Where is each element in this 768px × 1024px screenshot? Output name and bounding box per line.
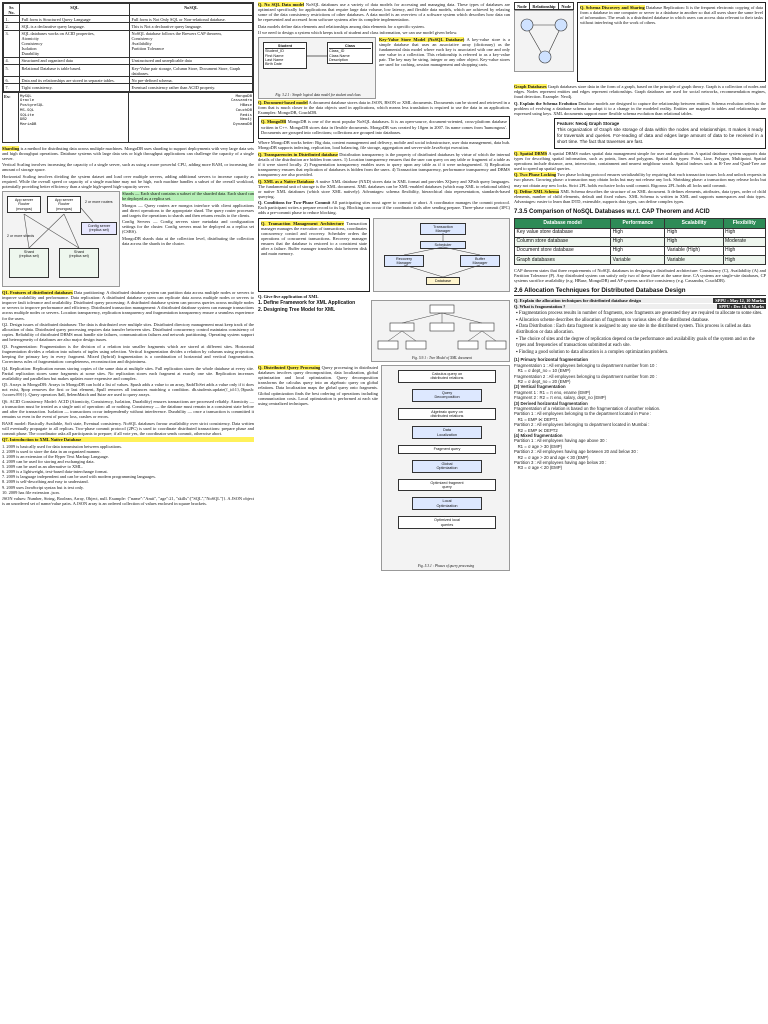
dq-phase-node: Global Optimization xyxy=(412,460,482,473)
comparison-cell: Unstructured and unreplicable data xyxy=(130,57,253,64)
fragment-line: Fragmentation 2 : All employees belonging to department number from 20 : xyxy=(514,373,657,379)
fragment-line: R2 = σ age > 20 and age < 30 (EMP) xyxy=(514,454,589,460)
xml-list-item: 1. 2009 is basically used for data transmission between applications. xyxy=(2,443,123,449)
dq-fig-caption: Fig. 5.3.1 : Phases of query processing xyxy=(417,563,475,568)
comparison-cell: NoSQL database follows the Brewers CAP theorem, Consistency Availability Partition Tolerance xyxy=(130,30,253,57)
student-fig-caption: Fig. 3.2.1 : Simple logical data model for student and class xyxy=(275,92,361,97)
dist-features xyxy=(2,290,254,321)
mongos-desc: Mongos — Query routers are mongos interface with client applications and direct operations to the appropriate shard. The query router processes and targets the operations to shards and then returns results to the clients. xyxy=(122,202,254,218)
kv-store-text: A key-value store is a simple database that uses an associative array (dictionary) as the fundamental data model where each key is associated with one and only one value in a collection. This relationship is referred to as a key-value pair. The key may be string, integer or any other object. Key-value stores are used for caching, session management and shopping carts. xyxy=(379,36,510,68)
xml-framework-item-2: 2. Designing Tree Model for XML xyxy=(258,307,336,314)
graph-db-title: Graph Databases xyxy=(514,84,547,89)
allocation-q2: Q. What is fragmentation ? xyxy=(514,303,566,309)
fragment-examples xyxy=(514,357,766,471)
xml-frame-section xyxy=(258,294,510,362)
graph-node xyxy=(539,51,551,63)
middle-column xyxy=(258,2,510,1022)
examples-label: Ex: xyxy=(3,93,19,142)
xml-list-item: 9. 2009 uses JavaScript syntax but is text only. xyxy=(2,484,84,490)
cap-theorem-para: CAP theorem states that three requirements of NoSQL databases in designing a distributed architecture: Consistency (C), Availability (A) and Partition Tolerance (P). Any distributed system can satisfy only two of these three at the same time. CA systems are single-site databases, CP systems sacrifice availability (e.g. HBase, MongoDB) and AP systems sacrifice consistency (e.g. Cassandra, CouchDB). xyxy=(514,268,766,284)
comparison-row xyxy=(4,57,253,64)
chunk-desc: MongoDB shards data at the collection level, distributing the collection data across the shards in the cluster. xyxy=(122,235,254,247)
student-entity-attrs: Student_ID First Name Last Name Birth Date xyxy=(265,49,284,67)
dq-para xyxy=(258,365,378,406)
cap-cell: High xyxy=(723,256,766,265)
sharding-section xyxy=(2,146,254,190)
student-example-para: If we need to design a system which keeps track of student and class information, we can use model given below. xyxy=(258,30,458,36)
tm-text: Transaction manager manages the execution of transactions, coordinates concurrency control and recovery. Scheduler orders the operations of concurrent transactions. Recovery manager ensures that the database is restored to a consistent state after a failure. Buffer manager transfers data between disk and main memory. xyxy=(261,220,367,257)
xml-tree-leaf-node xyxy=(458,341,478,349)
cap-cell: High xyxy=(611,228,665,237)
graph-db-text: Graph databases store data in the form of a graph, based on the principle of graph theory. Graph is a collection of nodes and edges. Nodes represent entities and edges represent relationships. Graph databases are used for social networks, recommendation engines, fraud detection. Example: Neo4j. xyxy=(514,84,766,100)
cap-table-title: 7.3.5 Comparison of NoSQL Databases w.r.t. CAP Theorem and ACID xyxy=(514,209,710,216)
cap-cell: Variable xyxy=(665,256,723,265)
col-header: NoSQL xyxy=(130,4,253,16)
allocation-title: 2.6 Allocation Techniques for Distributed Database Design xyxy=(514,287,766,296)
comparison-cell: 3. xyxy=(4,30,20,57)
tm-title: Q. Transaction Management Architecture xyxy=(261,220,344,226)
bullet-icon: ▪ xyxy=(516,336,519,342)
transparency-text: Distribution transparency is the property of distributed databases by virtue of which the internal details of the distribution are hidden from users. 1) Location transparency ensures that the user can query on any table or fragment of a table as if it were stored locally. 2) Fragmentation transparency enables users to query upon any table as if it were unfragmented. 3) Replication transparency ensures that replication of databases is hidden from the users. 4) Transaction transparency, performance transparency and DBMS transparency are also provided. xyxy=(258,151,510,178)
allocation-bullet-text: Fragmentation process results in number of fragments, now fragments are generated they are required to allocate to some sites. xyxy=(518,310,763,316)
xml-tree-diagram xyxy=(371,300,510,362)
nosql-examples: MongoDB Cassandra HBase CouchDB Redis Neo4j DynamoDB xyxy=(230,92,252,127)
fragment-line: Fragment 1 : R1 = π eno, ename (EMP) xyxy=(514,389,591,395)
fragment-line: Partition 2 : All employees having age between 20 and below 30 : xyxy=(514,449,639,455)
schema-evolution-text: Database models are designed to capture the relationship between entities. Schema evolution refers to the problem of evolving a database schema to adapt it to a change in the modeled reality. Entities are mapped to tables and relationships are expressed using keys. XML documents support more flexible schema evolution than relational tables. xyxy=(514,100,766,116)
xml-list-item: 10. 2009 has file extension .json. xyxy=(2,489,60,495)
xml-list-item: 4. 2009 can be used for storing and exchanging data. xyxy=(2,459,95,465)
tm-connectors xyxy=(374,219,512,293)
doc-model-title: Q. Document-based model xyxy=(258,99,308,105)
app-server-right: App server Router (mongos) xyxy=(47,196,81,213)
sql-examples: MySQL Oracle PostgreSQL MS-SQL SQLite DB2 MariaDB xyxy=(19,93,129,142)
cap-cell: High xyxy=(611,237,665,246)
allocation-q1-tag: SPPU : May 12, 10 Marks xyxy=(715,297,764,303)
sharding-figure-row xyxy=(2,191,254,287)
horizontal-scaling-para: Horizontal Scaling involves dividing the system dataset and load over multiple servers, adding additional servers to increase capacity as required. While the overall speed or capacity of a single machine may not be high, each machine handles a subset of the overall workload, potentially providing better efficiency than a single high-speed high-capacity server. xyxy=(2,173,254,189)
spatial-dbms-para xyxy=(514,151,766,171)
graph-diagram xyxy=(514,10,574,72)
fragment-line: (3) Derived horizontal fragmentation xyxy=(514,400,588,406)
col-header: SQL xyxy=(20,4,130,16)
two-phase-commit-para xyxy=(258,200,510,215)
comparison-row xyxy=(4,64,253,76)
transaction-mgmt-row xyxy=(258,218,510,292)
graph-db-para xyxy=(514,84,766,99)
allocation-bullet xyxy=(516,311,766,317)
xml-list-item: 5. 2009 can be used as an alternative to XML. xyxy=(2,464,83,470)
cap-cell: Moderate xyxy=(723,237,766,246)
comparison-cell: Key-Value pair storage, Column Store, Document Store, Graph databases. xyxy=(130,64,253,76)
fragment-line: R2 = σ dept_no = 20 (EMP) xyxy=(514,378,571,384)
xml-tree-caption: Fig. 5.9.1 : Tree Model of XML document xyxy=(412,355,472,360)
config-server: Config server (replica set) xyxy=(81,222,117,235)
xml-tree-leaf-node xyxy=(486,341,506,349)
comparison-cell: Full form is Structured Query Language xyxy=(20,16,130,23)
comparison-cell: 2. xyxy=(4,23,20,30)
comparison-cell: 4. xyxy=(4,57,20,64)
cap-col-header: Flexibility xyxy=(723,219,766,228)
app-server-left: App server Router (mongos) xyxy=(7,196,41,213)
dist-q1-title: Q1. Features of distributed databases xyxy=(2,290,73,296)
dq-data-node: Calculus query on distributed relations xyxy=(398,370,496,383)
cap-cell: High xyxy=(665,237,723,246)
routers-label: 2 or more routers xyxy=(85,200,113,205)
tm-node-scheduler: Scheduler xyxy=(420,241,466,249)
tm-diagram xyxy=(373,218,510,292)
student-entity-name: Student xyxy=(265,44,305,49)
schema-discovery-para xyxy=(580,5,763,25)
tpc-text: All participating sites must agree to commit or abort. A coordinator manages the commit protocol. Each participant writes a prepare record to its log. Blocking can occur if the coordinator fails after sending prepare. Three-phase commit (3PC) adds a pre-commit phase to reduce blocking. xyxy=(258,200,510,216)
graph-node xyxy=(555,19,567,31)
left-column xyxy=(2,2,254,1022)
acid-model: Q6. ACID Consistency Model: ACID (Atomicity, Consistency, Isolation, Durability) ensures transactions are processed reliably. Atomicity — a transaction must be treated as a single unit of operation: all or nothing. Consistency — the database must remain in a consistent state before and after the transaction. Isolation — transactions occur independently without interference. Durability — once a transaction is committed it remains so even in the event of power loss, crashes or errors. xyxy=(2,398,254,420)
comparison-cell: This is Not a declarative query language. xyxy=(130,23,253,30)
shards-desc: Shards — Each shard contains a subset of the sharded data. Each shard can be deployed as a replica set. xyxy=(122,191,254,202)
fragment-line: Partition 3 : All employees having age below 20 : xyxy=(514,460,607,466)
bullet-icon: ▪ xyxy=(516,310,519,316)
allocation-bullet xyxy=(516,318,766,324)
dq-phase-node: Data Localization xyxy=(412,426,482,439)
bullet-icon: ▪ xyxy=(516,349,519,355)
comparison-cell: Tight consistency. xyxy=(20,84,130,91)
cap-cell: High xyxy=(665,228,723,237)
xml-tree-root-node xyxy=(430,305,454,313)
fragment-line: R1 = σ age > 30 (EMP) xyxy=(514,443,563,449)
xml-tree-svg xyxy=(372,301,512,363)
xml-tree-child-node xyxy=(390,323,414,331)
graph-col-header: Relationship xyxy=(529,3,559,10)
xml-schema-text: XML Schema describes the structure of an XML document. It defines elements, attributes, data types, order of child elements, number of child elements, default and fixed values. XML Schema is written in XML and supports namespaces and data types. Advantages: easier to learn than DTD, extensible, supports data types, can define complex types. xyxy=(514,189,766,205)
tm-node-buffer-manager: Buffer Manager xyxy=(460,255,500,268)
cap-cell: High xyxy=(723,246,766,255)
dq-data-node: Fragment query xyxy=(398,445,496,453)
allocation-bullet-text: Allocation scheme describes the allocation of fragments to various sites of the distributed database. xyxy=(518,317,710,323)
fragment-line: (2) Vertical fragmentation xyxy=(514,384,566,390)
xml-list-item: 6. 2009 is a lightweight, text-based data-interchange format. xyxy=(2,469,108,475)
cap-cell: Graph databases xyxy=(515,256,611,265)
allocation-bullet-text: The choice of sites and the degree of replication depend on the performance and availability goals of the system and on the types and frequencies of transactions submitted at each site. xyxy=(516,336,755,348)
comparison-cell: SQL is a declarative query language. xyxy=(20,23,130,30)
xml-native-db-text: A native XML database (NXD) stores data in XML format and provides XQuery and XPath query languages. The fundamental unit of storage is the XML document. XML databases can be XML-enabled databases (which map XML to relational tables) or native XML databases (which store XML natively). Advantages: schema flexibility, hierarchical data representation, standards-based querying. xyxy=(258,178,511,199)
comparison-cell: 6. xyxy=(4,77,20,84)
xml-list-item: 8. 2009 is self-describing and easy to understand. xyxy=(2,479,89,485)
graph-col-header: Node xyxy=(515,3,530,10)
allocation-q1-row xyxy=(514,298,766,303)
shard-a: Shard (replica set) xyxy=(9,248,49,278)
dq-data-node: Optimized local queries xyxy=(398,516,496,529)
allocation-q2-row xyxy=(514,304,766,309)
xml-tree-leaf-node xyxy=(406,341,426,349)
cap-cell: Document store database xyxy=(515,246,611,255)
comparison-cell: Structured and organized data xyxy=(20,57,130,64)
fragment-line: R1 = EMP ⋉ DEPT1 xyxy=(514,416,558,422)
tm-node-recovery-manager: Recovery Manager xyxy=(384,255,424,268)
allocation-bullet xyxy=(516,337,766,349)
xml-native-db-para xyxy=(258,179,510,199)
mongodb-para xyxy=(261,119,507,134)
kv-store-box xyxy=(379,37,510,99)
comparison-row xyxy=(4,84,253,91)
allocation-bullet xyxy=(516,324,766,336)
cap-col-header: Database model xyxy=(515,219,611,228)
fragment-line: R1 = σ dept_no = 10 (EMP) xyxy=(514,368,571,374)
dq-data-node: Optimized fragment query xyxy=(398,479,496,492)
allocation-bullet xyxy=(516,350,766,356)
comparison-table xyxy=(3,3,253,92)
xml-framework-list xyxy=(258,300,368,362)
dist-fragmentation: Q3. Fragmentation: Fragmentation is the division of a relation into smaller fragments which are stored at different sites. Horizontal fragmentation divides a relation into subsets of tuples using selection. Vertical fragmentation divides a relation by columns using projection, keeping the primary key in every fragment. Mixed (hybrid) fragmentation is a combination of horizontal and vertical fragmentation. Correctness rules of fragmentation: completeness, reconstruction and disjointness. xyxy=(2,343,254,365)
cap-row xyxy=(515,237,766,246)
mongodb-box xyxy=(258,116,510,139)
xml-list-item: 7. 2009 is language independent and can be used with modern programming languages. xyxy=(2,474,156,480)
allocation-bullet-text: Data Distribution : Each data fragment is assigned to any one site in the distributed system. This process is called as data distribution or data allocation. xyxy=(516,324,751,336)
fragment-line: R2 = EMP ⋉ DEPT2 xyxy=(514,427,558,433)
cap-table xyxy=(514,218,766,265)
dq-data-node: Algebraic query on distributed relations xyxy=(398,408,496,421)
vertical-scaling-para: Vertical Scaling involves increasing the capacity of a single server, such as using a more powerful CPU, adding more RAM, or increasing the amount of storage space. xyxy=(2,162,254,173)
mongo-arrays: Q5. Arrays in MongoDB: Arrays in MongoDB can hold a list of values. $push adds a value to an array, $addToSet adds a value only if it does not exist, $pop removes the first or last element, $pull removes all instances matching a condition. db.students.update({_id:1},{$push:{scores:89}}). Query operators $all, $elemMatch and $size are used to query arrays. xyxy=(2,382,254,398)
cap-cell: High xyxy=(611,246,665,255)
class-entity-name: Class xyxy=(329,44,371,49)
transparency-para xyxy=(258,152,510,177)
doc-model-text: A document database stores data in JSON, BSON or XML documents. Documents can be stored and retrieved in a form that is much closer to the data objects used in applications, which means less translation is required to use the data in an application. Examples: MongoDB, CouchDB. xyxy=(258,99,511,115)
nosql-model-text: NoSQL databases use a variety of data models for accessing and managing data. These types of databases are optimized specifically for applications that require large data volume, low latency, and flexible data models, which are achieved by relaxing some of the data consistency restrictions of other databases. A data model is an overview of a software system which describes how data can be represented and accessed from software systems after its complete implementation. xyxy=(258,2,510,23)
tpc-title: Q. Conditions for Two-Phase Commit xyxy=(258,200,331,206)
right-column xyxy=(514,2,766,1022)
json-body: JSON values: Number, String, Boolean, Array, Object, null. Example: {"name":"Amit", "age":21, "skills":["SQL","NoSQL"]}. A JSON object is an unordered set of name/value pairs. A JSON array is an ordered collection of values enclosed in square brackets. xyxy=(2,495,254,506)
schema-evolution-para xyxy=(514,101,766,116)
comparison-cell: Full form is Not Only SQL or Non-relational database. xyxy=(130,16,253,23)
fragment-line: Fragmentation 1 : All employees belonging to department number from 10 : xyxy=(514,362,657,368)
xml-schema-para xyxy=(514,189,766,204)
xml-schema-title: Q. Define XML Schema xyxy=(514,189,559,195)
sharding-lead: Sharding xyxy=(2,145,20,151)
allocation-q1: Q. Explain the allocation techniques for distributed database design xyxy=(514,297,641,303)
comparison-cell: 1. xyxy=(4,16,20,23)
xml-framework-item-1: 1. Define Framework for XML Application xyxy=(258,300,356,307)
cap-cell: Variable (High) xyxy=(665,246,723,255)
entity-relationship-line xyxy=(259,38,377,100)
schema-discovery-box xyxy=(577,2,766,82)
dq-text xyxy=(258,365,378,571)
sharding-diagram xyxy=(2,191,120,287)
dist-design: Q2. Design issues of distributed databases: The data is distributed over multiple sites. Distributed directory management must keep track of the allocation of data. Distributed query processing requires data transfer between sites. Distributed concurrency control maintains consistency of copies. Reliability of distributed DBMS must handle site failures, communication failures and network partitioning. Operating system support and heterogeneity of databases are also major design issues. xyxy=(2,321,254,343)
dq-diagram xyxy=(381,365,510,571)
sharding-components xyxy=(122,191,254,287)
xml-tree-leaf-node xyxy=(378,341,398,349)
comparison-row xyxy=(4,23,253,30)
neo4j-feature-box xyxy=(554,118,766,149)
cap-row xyxy=(515,256,766,265)
comparison-row xyxy=(4,16,253,23)
xml-framework-row xyxy=(258,300,510,362)
transparency-title: Q. Transparencies in Distributed database xyxy=(258,151,338,157)
cap-comparison xyxy=(514,208,766,265)
two-phase-locking-para xyxy=(514,172,766,187)
comparison-cell: 7. xyxy=(4,84,20,91)
cap-row xyxy=(515,246,766,255)
mongodb-text: MongoDB is one of the most popular NoSQL databases. It is an open-source, document-oriented, cross-platform database written in C++. MongoDB stores data in flexible documents. MongoDB was created by 10gen in 2007. Its name comes from 'humongous'. Documents are grouped into collections; collections are grouped into databases. xyxy=(261,119,507,135)
cap-cell: Variable xyxy=(611,256,665,265)
dq-row xyxy=(258,365,510,571)
document-model-para xyxy=(258,100,510,115)
cap-col-header: Scalability xyxy=(665,219,723,228)
shard-b: Shard (replica set) xyxy=(59,248,99,278)
tm-para xyxy=(261,221,367,257)
graph-col-header: Node xyxy=(559,3,574,10)
sharding-text: is a method for distributing data across multiple machines. MongoDB uses sharding to support deployments with very large data sets and high throughput operations. Database systems with large data sets or high throughput applications can challenge the capacity of a single server. xyxy=(2,145,254,161)
dq-body: Query processing in distributed databases involves query decomposition, data localization, global optimization and local optimization. Query decomposition transforms the calculus query into an algebraic query on global relations. Data localization maps the global query onto fragments. Global optimization finds the best ordering of operations including communication costs. Local optimization is performed at each site using centralized techniques. xyxy=(258,365,378,406)
two-phase-locking-title: Q. Two Phase Locking xyxy=(514,172,557,178)
cap-cell: Key value store database xyxy=(515,228,611,237)
shards-label: 2 or more shards xyxy=(7,234,35,239)
dist-replication: Q4. Replication: Replication means storing copies of the same data at multiple sites. Full replication stores the whole database at every site. Partial replication stores some fragments at some sites. No replication stores each fragment at exactly one site. Replication increases availability and parallelism but makes updates more expensive and complex. xyxy=(2,365,254,381)
student-class-figure xyxy=(258,37,376,99)
sql-nosql-comparison xyxy=(2,2,254,143)
comparison-cell: Data and its relationships are stored in separate tables. xyxy=(20,77,130,84)
config-desc: Config Servers — Config servers store metadata and configuration settings for the cluster. Config servers must be deployed as a replica set (CSRS). xyxy=(122,219,254,235)
xml-tree-child-node xyxy=(470,323,494,331)
cap-cell: High xyxy=(723,228,766,237)
xml-native-title: Q7. Introduction to XML Native Database xyxy=(2,437,254,442)
nosql-model-title: Q. No SQL Data model xyxy=(258,2,305,7)
sharding-connectors xyxy=(3,192,121,288)
fragment-line: (4) Mixed fragmentation xyxy=(514,433,563,438)
schema-evolution-title: Q. Explain the Schema Evolution xyxy=(514,100,578,106)
graph-small-table xyxy=(514,2,574,82)
sharding-para xyxy=(2,146,254,161)
allocation-section xyxy=(514,287,766,471)
comparison-cell: Relational Database is table based. xyxy=(20,64,130,76)
student-class-row xyxy=(258,37,510,99)
cap-cell: Column store database xyxy=(515,237,611,246)
comparison-row xyxy=(4,77,253,84)
comparison-row xyxy=(4,30,253,57)
nosql-model-para xyxy=(258,2,510,22)
spatial-dbms-text: A spatial DBMS makes spatial data management simple for user and application. A spatial database system supports data types for describing spatial information, such as points, lines and polygons. Spatial data types: Point, Line, Polygon, Multipoint. Spatial operations include distance, area, intersection, containment and nearest neighbour search. Spatial indexes such as R-Tree and Quad-Tree are used to speed up spatial queries. xyxy=(514,150,767,171)
cap-row xyxy=(515,228,766,237)
tm-node-database: Database xyxy=(426,277,460,285)
comparison-cell: Eventual consistency rather than ACID property. xyxy=(130,84,253,91)
spatial-dbms-title: Q. Spatial DBMS xyxy=(514,150,548,156)
dq-phase-stack xyxy=(398,370,496,535)
xml-apps-title: Q. Give five application of XML xyxy=(258,293,319,299)
bullet-icon: ▪ xyxy=(516,317,519,323)
bullet-icon: ▪ xyxy=(516,324,519,330)
graph-mini-table xyxy=(514,2,574,10)
allocation-bullet-text: Finding a good solution to data allocation is a complex optimization problem. xyxy=(518,349,669,355)
fragment-line: Partition 1 : All employees belonging to the department located in Pune : xyxy=(514,411,652,417)
fragment-line: R3 = σ age < 20 (EMP) xyxy=(514,465,563,471)
graph-node xyxy=(521,19,533,31)
cap-col-header: Performance xyxy=(611,219,665,228)
dq-title: Q. Distributed Query Processing xyxy=(258,365,321,371)
comparison-cell: 5. xyxy=(4,64,20,76)
neo4j-box-title: Feature: Neo4j Graph Storage xyxy=(557,120,620,126)
comparison-cell: SQL databases works on ACID properties, Atomicity Consistency Isolation Durability xyxy=(20,30,130,57)
class-entity-attrs: Class_ID Class Name Description xyxy=(329,49,350,62)
allocation-q2-tag: SPPU : Dec 14, 6 Marks xyxy=(718,303,764,309)
xml-native-db-title: Q. XML as a Native Database xyxy=(258,178,315,184)
fragment-line: Partition 2 : All employees belonging to department located in Mumbai : xyxy=(514,422,650,428)
kv-store-para xyxy=(379,37,510,68)
tm-node-transaction-manager: Transaction Manager xyxy=(420,223,466,236)
kv-store-title: Key-Value Store Model (NoSQL Database) xyxy=(379,36,465,42)
comparison-cell: No pre-defined schema. xyxy=(130,77,253,84)
examples-row xyxy=(3,92,253,142)
right-top-row xyxy=(514,2,766,82)
base-model: BASE model: Basically Available, Soft state, Eventual consistency. NoSQL databases favour availability over strict consistency. Data written will eventually propagate to all replicas. Two-phase commit protocol (2PC) is used to coordinate distributed transactions: prepare phase and commit phase. The coordinator asks all participants to prepare; if all vote yes, the coordinator sends commit, otherwise abort. xyxy=(2,420,254,436)
xml-list-item: 3. 2009 is an extension of the Hyper Text Markup Language. xyxy=(2,453,109,459)
allocation-bullets xyxy=(514,311,766,356)
schema-discovery-text: Database Replication: It is the frequent electronic copying of data from a database in one computer or server to a database in another so that all users share the same level of information. The result is a distributed database in which users can access data relevant to their tasks without interfering with the work of others. xyxy=(580,5,763,26)
two-phase-locking-text: Two phase locking protocol ensures serializability by requiring that each transaction issues lock and unlock requests in two phases. Growing phase: a transaction may obtain locks but may not release any lock. Shrinking phase: a transaction may release locks but may not obtain any new locks. Strict 2PL holds exclusive locks until commit. Rigorous 2PL holds all locks until commit. xyxy=(514,172,766,188)
schema-discovery-title: Q. Schema Discovery and Sharing xyxy=(580,5,645,10)
fragment-line: Partition 1 : All employees having age above 30 : xyxy=(514,438,607,444)
data-models-para: Data models define data elements and relationships among data elements for a specific system. xyxy=(258,23,425,29)
neo4j-box-body: This organization of Graph site storage of data within the nodes and relationships. It makes it ready for traversals and queries. For-reading of data and edges large amount of data to be received in a short time. The fact that traverses are fast. xyxy=(557,127,763,144)
tm-text-box xyxy=(258,218,370,292)
fragment-line: Fragmentation of a relation is based on the fragmentation of another relation. xyxy=(514,405,661,411)
fragment-line: Fragment 2 : R2 = π eno, salary, dept_no (EMP) xyxy=(514,395,607,401)
mongodb-uses-para: Where MongoDB works better: Big data, content management and delivery, mobile and social infrastructure, user data management, data hub. MongoDB supports indexing, replication, load balancing, file storage, aggregation and server-side JavaScript execution. xyxy=(258,140,510,151)
col-header: Sr. No. xyxy=(4,4,20,16)
xml-list xyxy=(2,444,254,495)
dist-q1-body: Data partitioning: A distributed database system can partition data across multiple nodes or servers to improve scalability and performance. Data replication: A distributed database system can replicate data across multiple nodes or servers to improve fault tolerance and availability. Distributed query processing: A distributed database system can process queries across multiple nodes or servers to improve performance and efficiency. Distributed transaction management: A distributed database system can manage transactions across multiple nodes or servers. Location transparency, replication transparency and fragmentation transparency ensure a seamless experience for the users. xyxy=(2,290,254,321)
mongodb-title: Q. MongoDB xyxy=(261,119,287,125)
fragment-line: (1) Primary horizontal fragmentation xyxy=(514,357,589,363)
distributed-db-section xyxy=(2,290,254,506)
dq-phase-node: Local Optimization xyxy=(412,497,482,510)
dq-phase-node: Query Decomposition xyxy=(412,389,482,402)
xml-list-item: 2. 2009 is used to store the data in an organized manner. xyxy=(2,448,101,454)
xml-tree-child-node xyxy=(430,323,454,331)
